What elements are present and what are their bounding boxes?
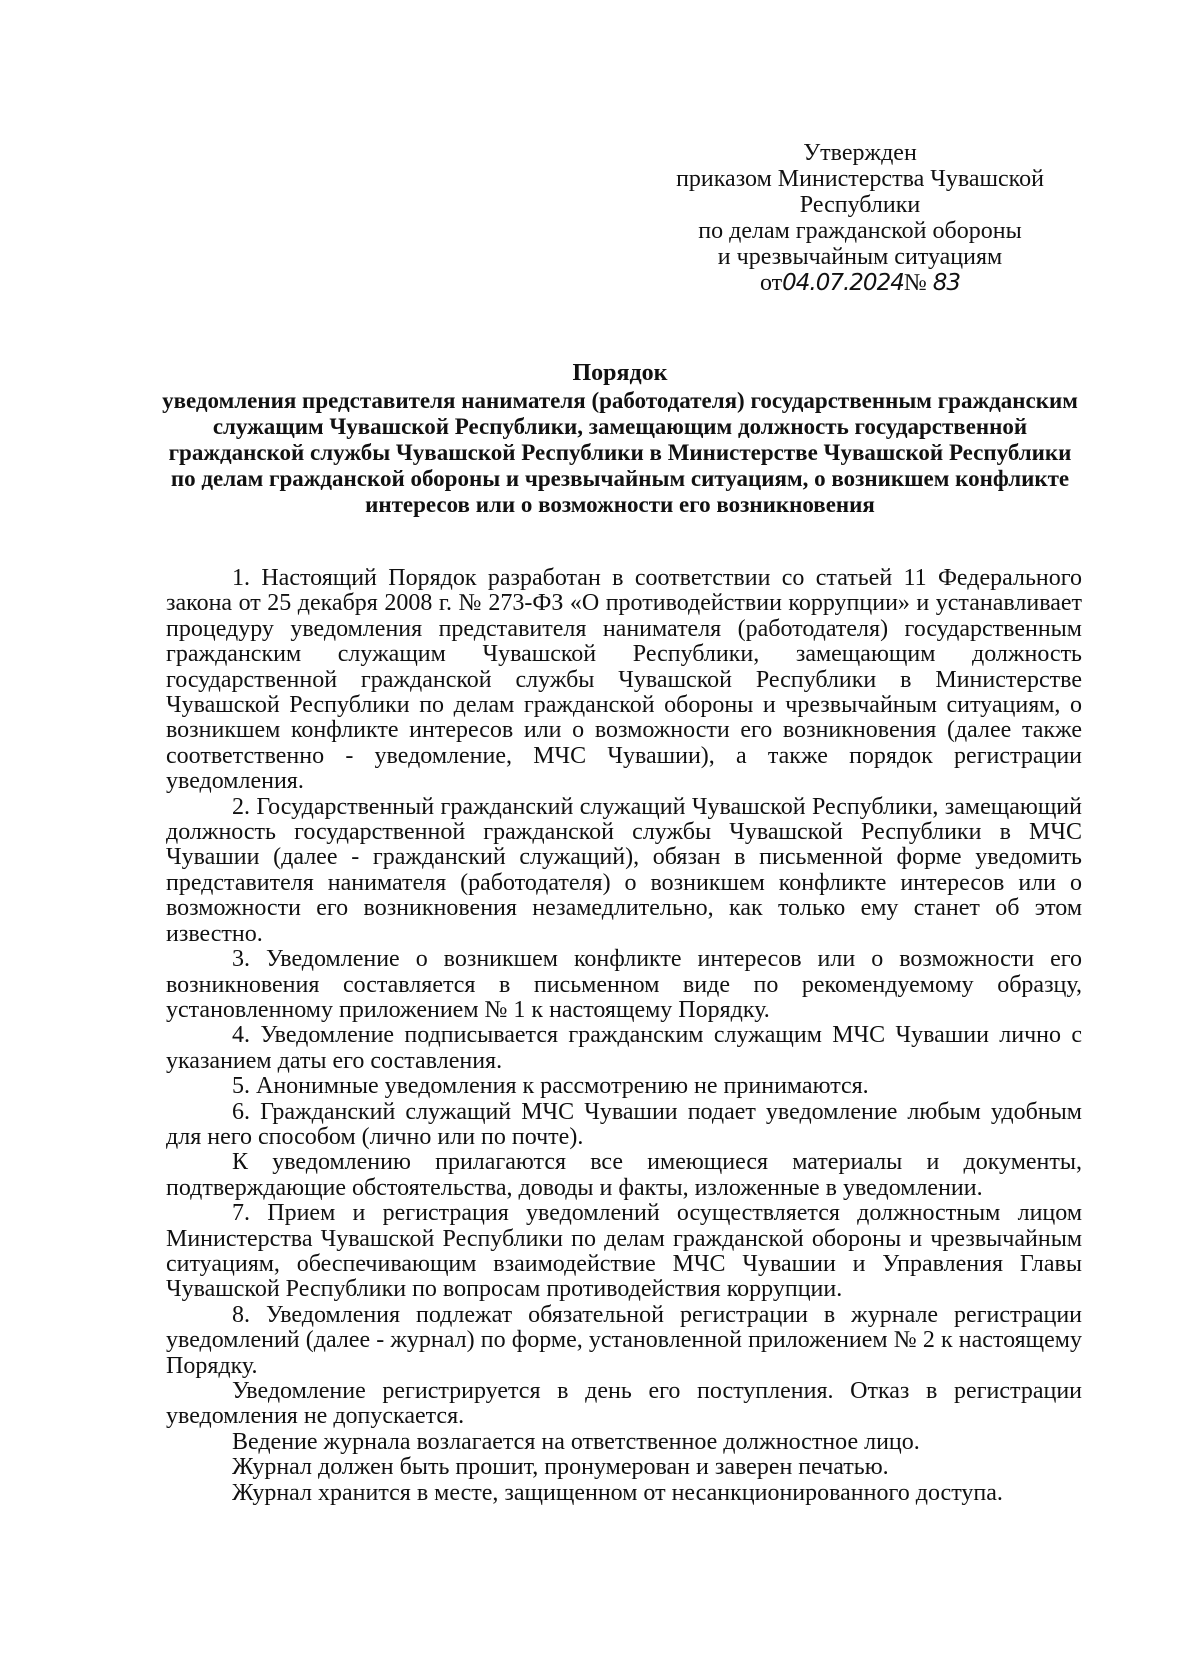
handwritten-number: 83: [932, 270, 961, 296]
approval-stamp-block: [660, 140, 1060, 296]
document-body: [166, 566, 1082, 1506]
approval-line: Утвержден: [803, 140, 917, 166]
document-title: [160, 360, 1080, 518]
approval-line: и чрезвычайным ситуациям: [717, 244, 1003, 270]
order-reference: [660, 270, 1060, 296]
paragraph: Ведение журнала возлагается на ответственное должностное лицо.: [232, 1428, 920, 1455]
paragraph: К уведомлению прилагаются все имеющиеся материалы и документы, подтверждающие обстоятельства, доводы и факты, изложенные в уведомлении.: [166, 1149, 1082, 1201]
handwritten-date: 04.07.2024: [782, 270, 904, 296]
paragraph: 2. Государственный гражданский служащий Чувашской Республики, замещающий должность государственной гражданской службы Чувашской Республики в МЧС Чувашии (далее - гражданский служащий), обязан в письменной форме уведомить представителя нанимателя (работодателя) о возникшем конфликте интересов или о возможности его возникновения незамедлительно, как только ему станет об этом известно.: [166, 793, 1082, 947]
paragraph: Журнал хранится в месте, защищенном от несанкционированного доступа.: [232, 1479, 1003, 1506]
date-prefix: от: [759, 270, 783, 296]
paragraph: 5. Анонимные уведомления к рассмотрению не принимаются.: [232, 1073, 869, 1100]
paragraph: 1. Настоящий Порядок разработан в соответствии со статьей 11 Федерального закона от 25 декабря 2008 г. № 273-ФЗ «О противодействии коррупции» и устанавливает процедуру уведомления представителя нанимателя (работодателя) государственным гражданским служащим Чувашской Республики, замещающим должность государственной гражданской службы Чувашской Республики в Министерстве Чувашской Республики по делам гражданской обороны и чрезвычайным ситуациям, о возникшем конфликте интересов или о возможности его возникновения (далее также соответственно - уведомление, МЧС Чувашии), а также порядок регистрации уведомления.: [166, 565, 1082, 795]
paragraph: 7. Прием и регистрация уведомлений осуществляется должностным лицом Министерства Чувашской Республики по делам гражданской обороны и чрезвычайным ситуациям, обеспечивающим взаимодействие МЧС Чувашии и Управления Главы Чувашской Республики по вопросам противодействия коррупции.: [166, 1200, 1082, 1303]
paragraph: 8. Уведомления подлежат обязательной регистрации в журнале регистрации уведомлений (далее - журнал) по форме, установленной приложением № 2 к настоящему Порядку.: [166, 1301, 1082, 1379]
paragraph: Журнал должен быть прошит, пронумерован и заверен печатью.: [232, 1454, 889, 1481]
paragraph: 3. Уведомление о возникшем конфликте интересов или о возможности его возникновения составляется в письменном виде по рекомендуемому образцу, установленному приложением № 1 к настоящему Порядку.: [166, 946, 1082, 1023]
paragraph: Уведомление регистрируется в день его поступления. Отказ в регистрации уведомления не допускается.: [166, 1378, 1082, 1430]
title-text: уведомления представителя нанимателя (работодателя) государственным гражданским служащим Чувашской Республики, замещающим должность государственной гражданской службы Чувашской Республики в Министерстве Чувашской Республики по делам гражданской обороны и чрезвычайным ситуациям, о возникшем конфликте интересов или о возможности его возникновения: [162, 388, 1078, 517]
approval-line: по делам гражданской обороны: [698, 218, 1022, 244]
paragraph: 6. Гражданский служащий МЧС Чувашии подает уведомление любым удобным для него способом (лично или по почте).: [166, 1098, 1082, 1150]
number-prefix: №: [903, 270, 927, 296]
title-heading: Порядок: [572, 360, 668, 386]
paragraph: 4. Уведомление подписывается гражданским служащим МЧС Чувашии лично с указанием даты его составления.: [166, 1022, 1082, 1074]
approval-line: Республики: [799, 192, 921, 218]
approval-line: приказом Министерства Чувашской: [676, 166, 1044, 192]
